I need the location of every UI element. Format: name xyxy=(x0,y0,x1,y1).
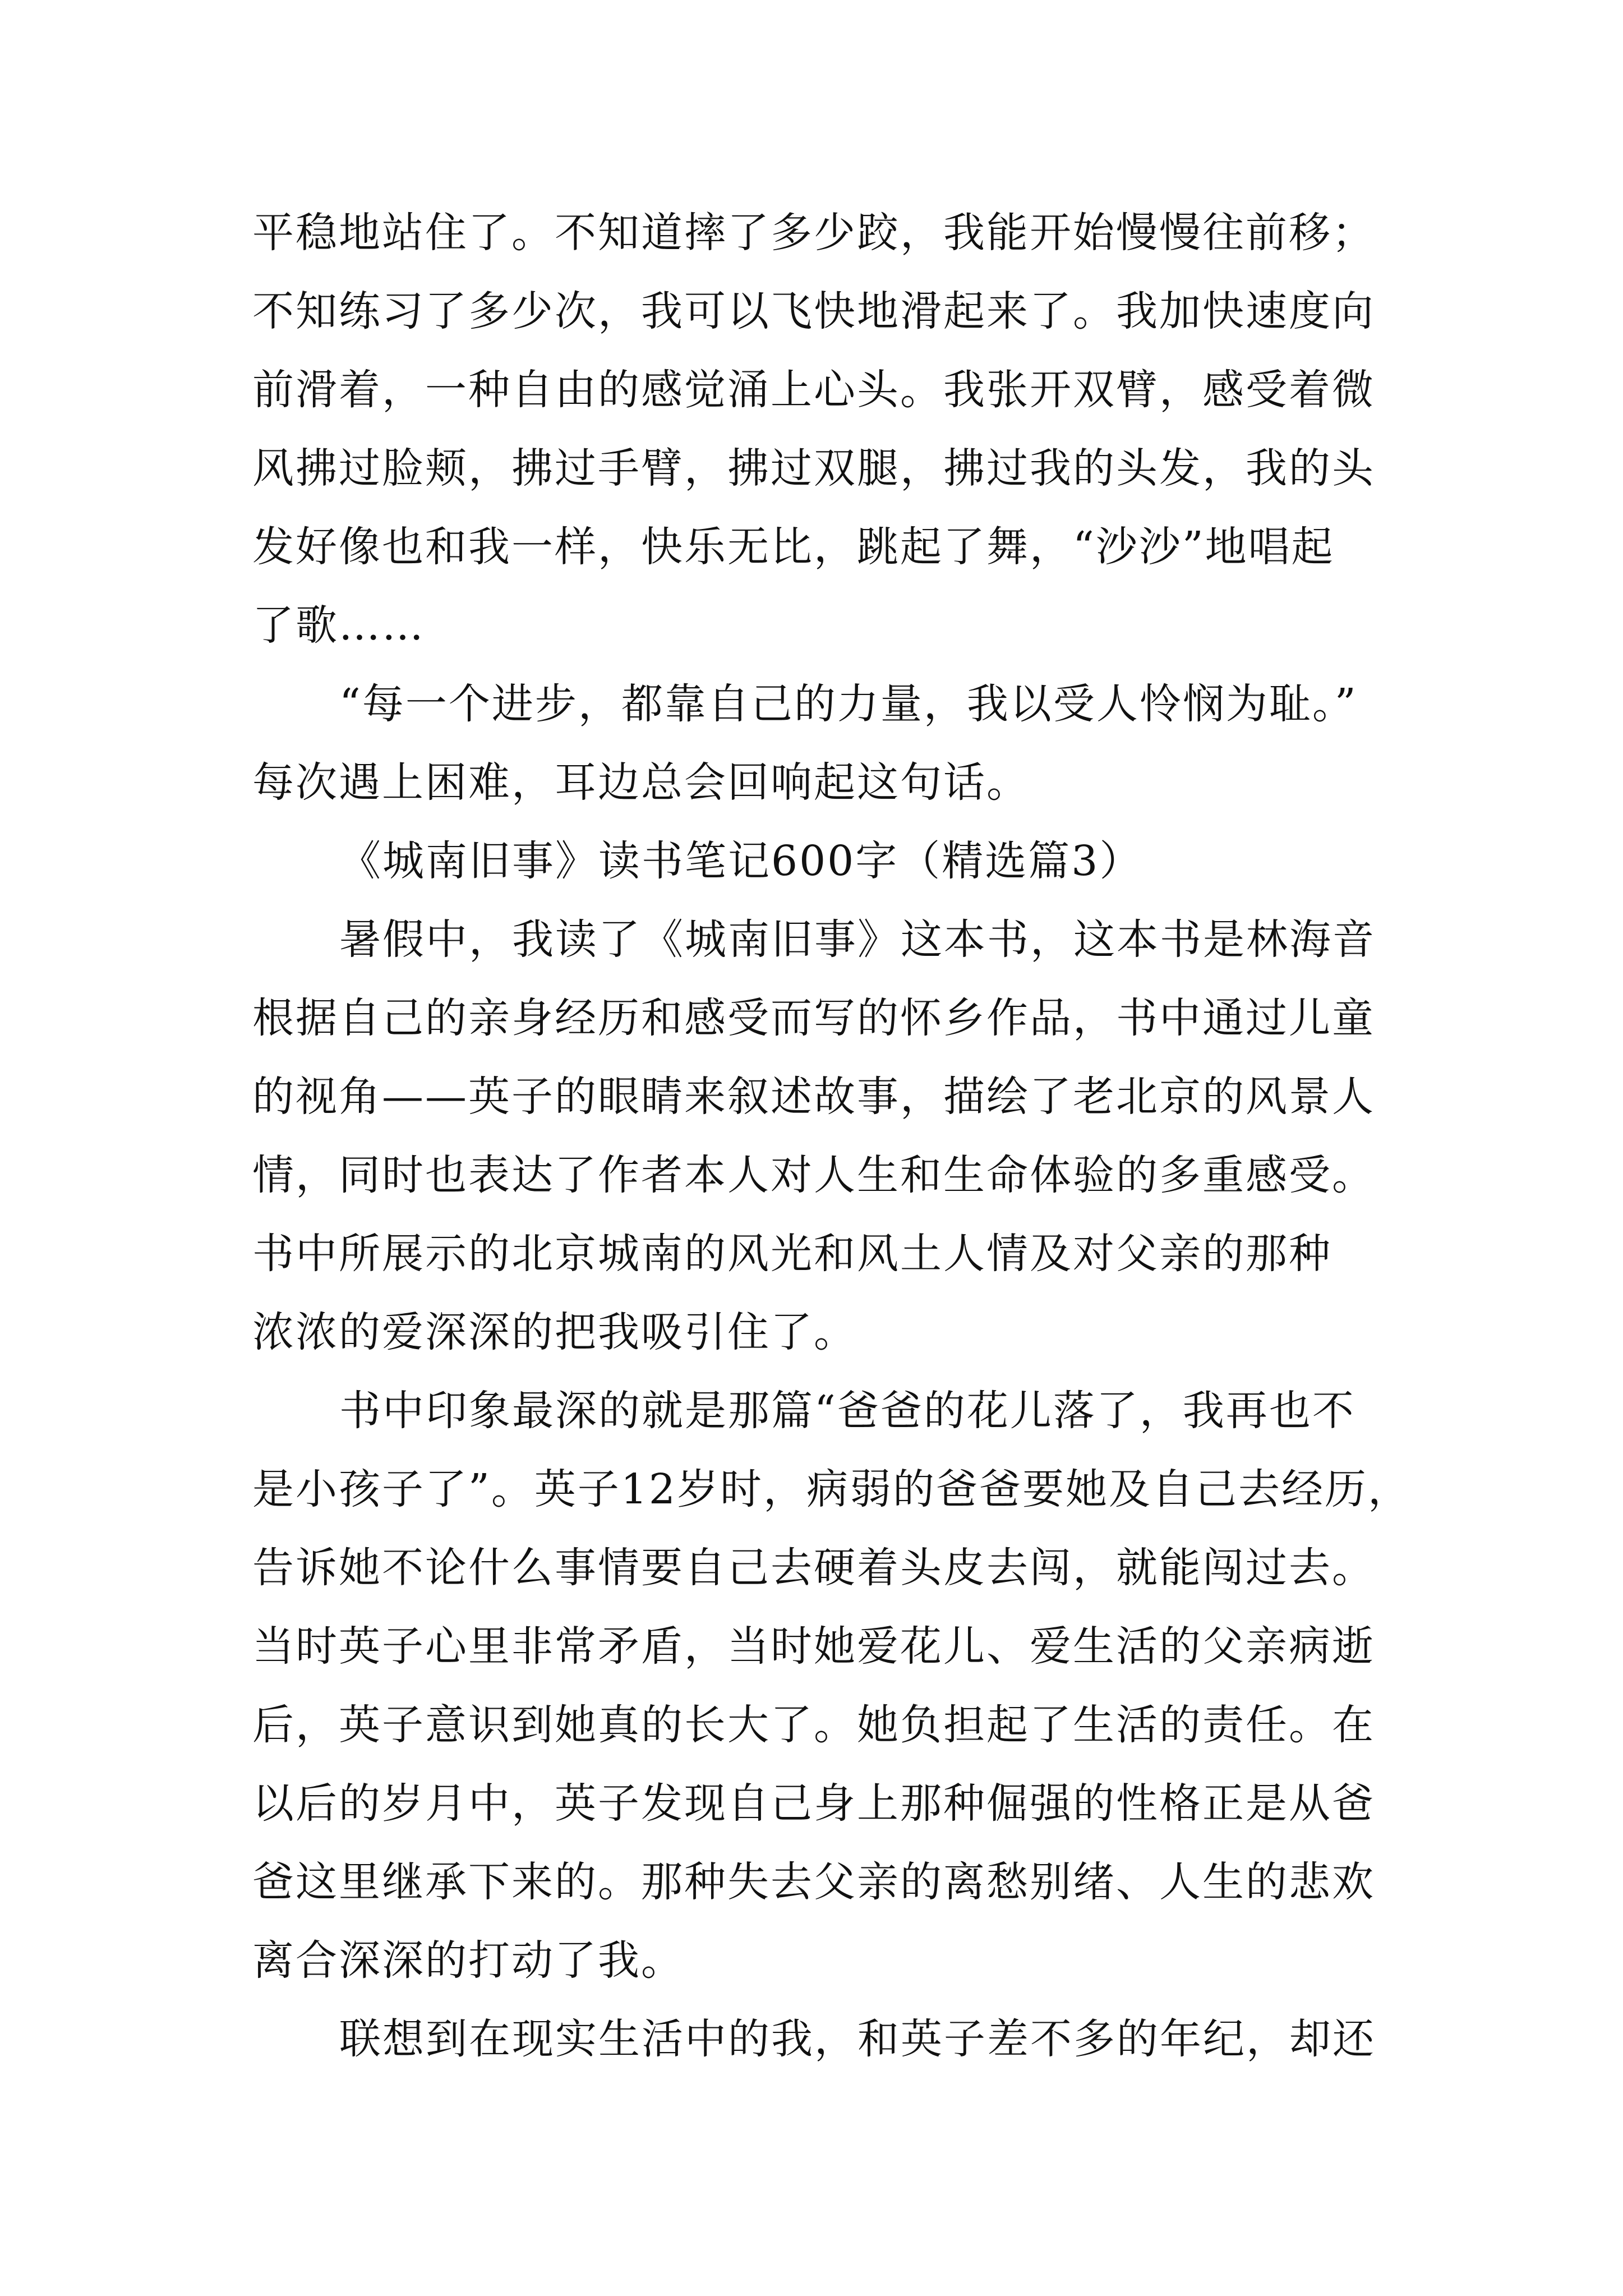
text-line: 每次遇上困难，耳边总会回响起这句话。 xyxy=(252,758,1030,807)
text-line: 后，英子意识到她真的长大了。她负担起了生活的责任。在 xyxy=(252,1701,1375,1749)
text-line: 不知练习了多少次，我可以飞快地滑起来了。我加快速度向 xyxy=(252,287,1375,335)
text-line: 告诉她不论什么事情要自己去硬着头皮去闯，就能闯过去。 xyxy=(252,1544,1375,1592)
text-line: 风拂过脸颊，拂过手臂，拂过双腿，拂过我的头发，我的头 xyxy=(252,444,1375,493)
text-line: 平稳地站住了。不知道摔了多少跤，我能开始慢慢往前移； xyxy=(252,209,1375,257)
text-line: 离合深深的打动了我。 xyxy=(252,1936,684,1985)
text-line: 情，同时也表达了作者本人对人生和生命体验的多重感受。 xyxy=(252,1151,1375,1199)
text-line: 前滑着，一种自由的感觉涌上心头。我张开双臂，感受着微 xyxy=(252,366,1375,414)
section-heading: 《城南旧事》读书笔记600字（精选篇3） xyxy=(339,837,1143,885)
quote-line: “每一个进步，都靠自己的力量，我以受人怜悯为耻。” xyxy=(339,680,1358,728)
paragraph-start: 联想到在现实生活中的我，和英子差不多的年纪，却还 xyxy=(339,2015,1376,2063)
text-line: 是小孩子了”。英子12岁时，病弱的爸爸要她及自己去经历， xyxy=(252,1465,1411,1513)
text-line: 根据自己的亲身经历和感受而写的怀乡作品，书中通过儿童 xyxy=(252,994,1375,1042)
paragraph-start: 书中印象最深的就是那篇“爸爸的花儿落了，我再也不 xyxy=(339,1387,1355,1435)
text-line: 发好像也和我一样，快乐无比，跳起了舞，“沙沙”地唱起 xyxy=(252,523,1335,571)
text-line: 的视角——英子的眼睛来叙述故事，描绘了老北京的风景人 xyxy=(252,1073,1375,1121)
text-line: 以后的岁月中，英子发现自己身上那种倔强的性格正是从爸 xyxy=(252,1779,1375,1828)
text-line: 爸这里继承下来的。那种失去父亲的离愁别绪、人生的悲欢 xyxy=(252,1858,1375,1906)
text-line: 浓浓的爱深深的把我吸引住了。 xyxy=(252,1308,857,1356)
text-line: 书中所展示的北京城南的风光和风土人情及对父亲的那种 xyxy=(252,1230,1332,1278)
text-line: 当时英子心里非常矛盾，当时她爱花儿、爱生活的父亲病逝 xyxy=(252,1622,1375,1671)
text-line: 了歌…… xyxy=(252,601,425,650)
paragraph-start: 暑假中，我读了《城南旧事》这本书，这本书是林海音 xyxy=(339,915,1376,964)
